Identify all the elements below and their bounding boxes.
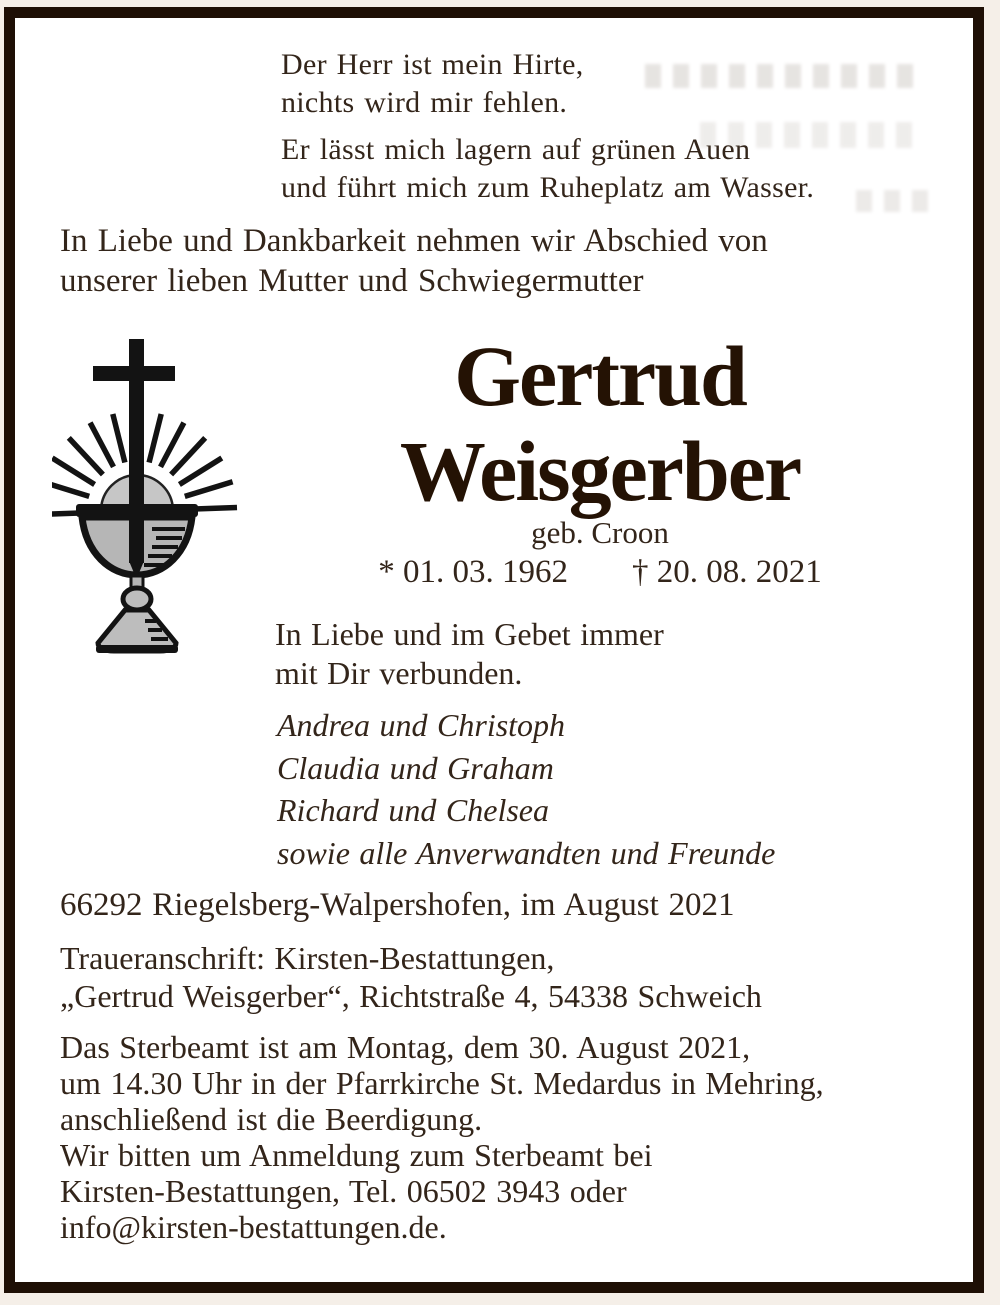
devotion-line: In Liebe und im Gebet immer <box>275 616 664 652</box>
maiden-name: geb. Croon <box>531 515 669 550</box>
address-line: Traueranschrift: Kirsten-Bestattungen, <box>60 940 555 976</box>
birth-date: * 01. 03. 1962 <box>378 554 568 590</box>
verse-line: nichts wird mir fehlen. <box>281 86 568 119</box>
service-line: Das Sterbeamt ist am Montag, dem 30. August 2021, <box>60 1029 751 1065</box>
farewell-paragraph <box>60 221 768 301</box>
verse-line: und führt mich zum Ruheplatz am Wasser. <box>281 171 815 204</box>
deceased-first-name: Gertrud <box>454 328 746 424</box>
life-dates <box>250 552 950 592</box>
scan-artifact <box>645 64 920 88</box>
mourner-line: Claudia und Graham <box>277 749 554 786</box>
service-information <box>60 1029 824 1245</box>
mourner-line: Andrea und Christoph <box>277 707 566 743</box>
service-line: info@kirsten-bestattungen.de. <box>60 1209 447 1245</box>
death-date: † 20. 08. 2021 <box>632 554 822 590</box>
farewell-line: unserer lieben Mutter und Schwiegermutter <box>60 263 644 299</box>
deceased-last-name: Weisgerber <box>399 423 801 519</box>
devotion-text <box>275 615 664 693</box>
address-line: „Gertrud Weisgerber“, Richtstraße 4, 54338 Schweich <box>60 978 762 1014</box>
service-line: Wir bitten um Anmeldung zum Sterbeamt bei <box>60 1137 653 1173</box>
place-date-line: 66292 Riegelsberg-Walpershofen, im August 2021 <box>60 887 735 923</box>
chalice-cross-rays-icon <box>52 333 252 655</box>
service-line: um 14.30 Uhr in der Pfarrkirche St. Medardus in Mehring, <box>60 1065 824 1101</box>
scan-artifact <box>700 122 915 148</box>
verse-line: Er lässt mich lagern auf grünen Auen <box>281 133 751 166</box>
mourning-address <box>60 939 762 1015</box>
devotion-line: mit Dir verbunden. <box>275 655 523 691</box>
deceased-name <box>250 329 950 519</box>
mourner-line: sowie alle Anverwandten und Freunde <box>277 834 776 871</box>
mourner-line: Richard und Chelsea <box>277 792 549 828</box>
verse-line: Der Herr ist mein Hirte, <box>281 48 584 81</box>
farewell-line: In Liebe und Dankbarkeit nehmen wir Abschied von <box>60 223 768 259</box>
service-line: anschließend ist die Beerdigung. <box>60 1101 483 1137</box>
scan-artifact <box>856 190 930 212</box>
mourners-list <box>277 704 775 874</box>
service-line: Kirsten-Bestattungen, Tel. 06502 3943 oder <box>60 1173 627 1209</box>
